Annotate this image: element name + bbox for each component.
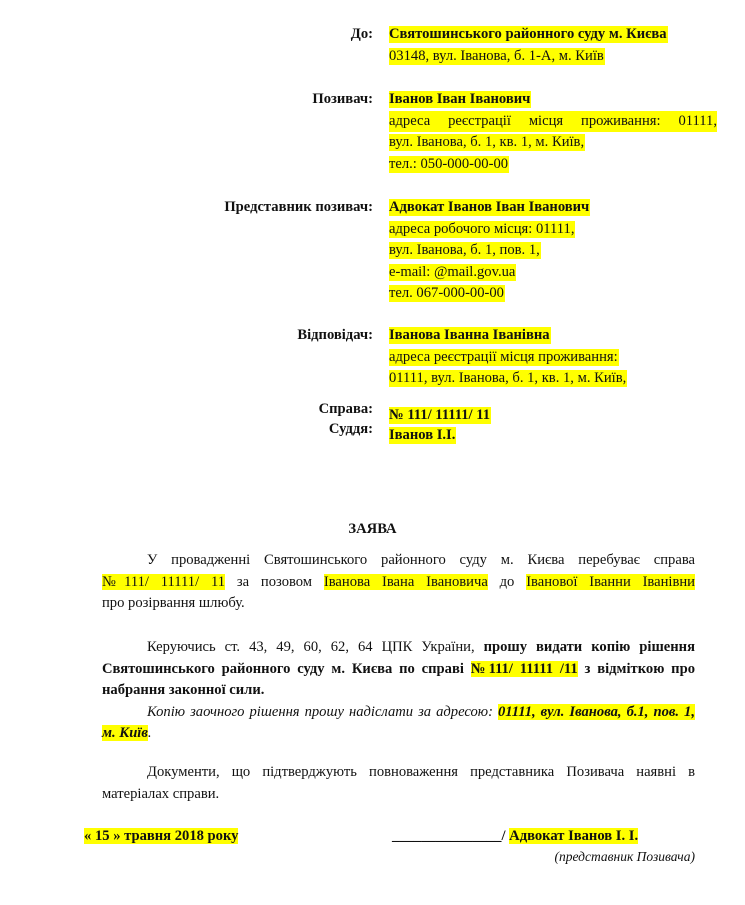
signature-date: « 15 » травня 2018 року: [84, 828, 239, 844]
paragraph-case-info: [102, 550, 695, 615]
document-title: ЗАЯВА: [348, 521, 397, 537]
paragraph-request: [102, 637, 695, 745]
para3-period: .: [147, 725, 152, 742]
paragraph-documents: [102, 762, 695, 805]
representative-phone: тел. 067-000-00-00: [389, 285, 504, 301]
judge-label: Суддя:: [328, 421, 373, 437]
para1-plaintiff: Іванова Івана Івановича: [323, 573, 488, 590]
representative-address-1: адреса робочого місця: 01111,: [389, 220, 575, 237]
recipient-label: До:: [350, 26, 373, 42]
para3-address: 01111, вул. Іванова, б.1, пов. 1, м. Київ: [102, 703, 695, 742]
para1-text: за позовом: [225, 573, 324, 590]
para2-case-number: №111/ 11111 /11: [470, 660, 578, 677]
defendant-name: Іванова Іванна Іванівна: [389, 327, 550, 343]
judge-name: Іванов І.І.: [389, 427, 456, 443]
para1-text: до: [487, 573, 527, 590]
case-number: № 111/ 11111/ 11: [389, 407, 491, 423]
para2-text: Керуючись ст. 43, 49, 60, 62, 64 ЦПК України,: [147, 639, 484, 655]
para1-defendant: Іванової Іванни Іванівни: [526, 573, 695, 590]
para4-text: Документи, що підтверджують повноваження представника Позивача наявні в матеріалах справи.: [102, 764, 695, 802]
defendant-label: Відповідач:: [297, 327, 373, 343]
plaintiff-label: Позивач:: [312, 91, 373, 107]
para1-line1: У провадженні Святошинського районного суду м. Києва перебуває справа: [147, 552, 695, 568]
plaintiff-address-2: вул. Іванова, б. 1, кв. 1, м. Київ,: [389, 134, 585, 150]
signature-name: Адвокат Іванов І. І.: [509, 828, 639, 844]
defendant-address-1: адреса реєстрації місця проживання:: [389, 348, 618, 365]
signature-slash: /: [501, 828, 510, 844]
case-label: Справа:: [318, 401, 373, 417]
para3-text: Копію заочного рішення прошу надіслати за адресою:: [147, 703, 498, 720]
signature-caption: (представник Позивача): [554, 849, 695, 864]
representative-name: Адвокат Іванов Іван Іванович: [389, 199, 590, 215]
court-address: 03148, вул. Іванова, б. 1-А, м. Київ: [389, 47, 604, 64]
para1-case-number: №111/ 11111/ 11: [102, 573, 226, 590]
representative-label: Представник позивач:: [224, 199, 373, 215]
plaintiff-phone: тел.: 050-000-00-00: [389, 155, 509, 172]
court-name: Святошинського районного суду м. Києва: [389, 26, 667, 42]
plaintiff-address-1: адреса реєстрації місця проживання: 01111,: [389, 111, 717, 133]
representative-address-2: вул. Іванова, б. 1, пов. 1,: [389, 242, 540, 258]
representative-email: e-mail: @mail.gov.ua: [389, 263, 516, 280]
plaintiff-name: Іванов Іван Іванович: [389, 91, 531, 107]
para2-request: прошу видати копію рішення Святошинського районного суду м. Києва по справі: [102, 639, 695, 677]
para1-line3: про розірвання шлюбу.: [102, 595, 245, 612]
signature-line: _______________: [392, 828, 502, 844]
para2-request-end: з відміткою про набрання законної сили.: [102, 660, 696, 699]
defendant-address-2: 01111, вул. Іванова, б. 1, кв. 1, м. Київ,: [389, 370, 627, 386]
